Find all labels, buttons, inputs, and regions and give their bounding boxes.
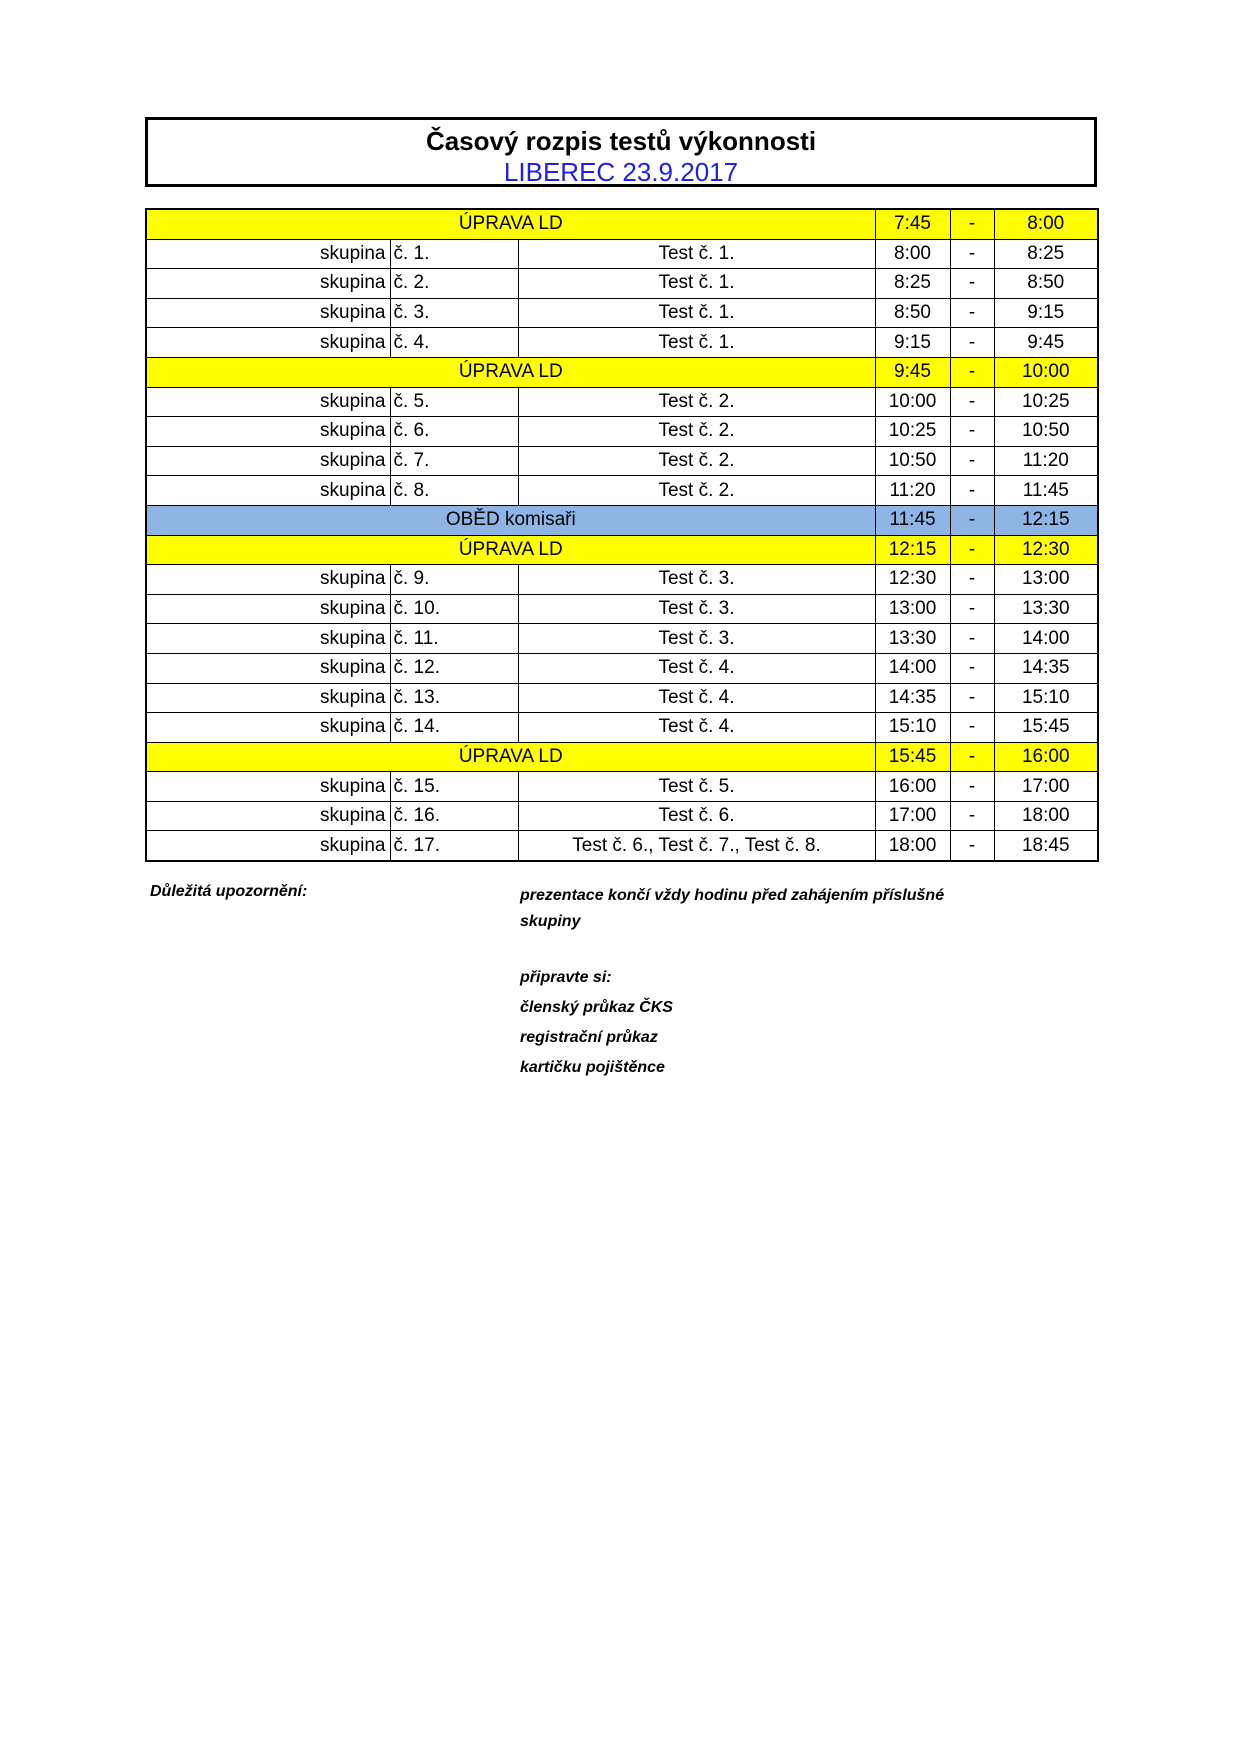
group-label: skupina: [146, 239, 390, 269]
start-time: 17:00: [875, 801, 950, 831]
end-time: 11:45: [994, 476, 1098, 506]
end-time: 8:00: [994, 209, 1098, 239]
table-row: [146, 653, 1098, 683]
start-time: 13:30: [875, 624, 950, 654]
notes-line-1: prezentace končí vždy hodinu před zahájením příslušné: [520, 887, 945, 904]
group-number: č. 17.: [390, 831, 518, 861]
group-number: č. 15.: [390, 772, 518, 802]
table-row: [146, 239, 1098, 269]
test-name: Test č. 3.: [518, 565, 875, 595]
page-title: Časový rozpis testů výkonnosti: [425, 126, 817, 156]
time-dash: -: [950, 624, 994, 654]
resurfacing-label: ÚPRAVA LD: [146, 357, 875, 387]
end-time: 13:30: [994, 594, 1098, 624]
time-dash: -: [950, 713, 994, 743]
table-row: [146, 446, 1098, 476]
time-dash: -: [950, 801, 994, 831]
group-number: č. 9.: [390, 565, 518, 595]
ice-resurfacing-row: [146, 209, 1098, 239]
title-box: [145, 117, 1097, 187]
table-row: [146, 772, 1098, 802]
group-label: skupina: [146, 683, 390, 713]
start-time: 10:50: [875, 446, 950, 476]
table-row: [146, 713, 1098, 743]
group-number: č. 7.: [390, 446, 518, 476]
group-label: skupina: [146, 713, 390, 743]
end-time: 16:00: [994, 742, 1098, 772]
prep-item-2: registrační průkaz: [520, 1029, 658, 1046]
start-time: 14:00: [875, 653, 950, 683]
table-row: [146, 476, 1098, 506]
notes-heading: Důležitá upozornění:: [150, 883, 308, 900]
end-time: 14:35: [994, 653, 1098, 683]
group-number: č. 11.: [390, 624, 518, 654]
time-dash: -: [950, 209, 994, 239]
time-dash: -: [950, 742, 994, 772]
time-dash: -: [950, 772, 994, 802]
test-name: Test č. 4.: [518, 683, 875, 713]
start-time: 15:10: [875, 713, 950, 743]
group-label: skupina: [146, 417, 390, 447]
time-dash: -: [950, 653, 994, 683]
table-row: [146, 801, 1098, 831]
resurfacing-label: ÚPRAVA LD: [146, 209, 875, 239]
time-dash: -: [950, 594, 994, 624]
table-row: [146, 831, 1098, 861]
ice-resurfacing-row: [146, 742, 1098, 772]
group-label: skupina: [146, 476, 390, 506]
end-time: 9:15: [994, 298, 1098, 328]
test-name: Test č. 3.: [518, 624, 875, 654]
start-time: 14:35: [875, 683, 950, 713]
group-number: č. 5.: [390, 387, 518, 417]
end-time: 13:00: [994, 565, 1098, 595]
start-time: 11:45: [875, 505, 950, 535]
start-time: 12:30: [875, 565, 950, 595]
resurfacing-label: ÚPRAVA LD: [146, 742, 875, 772]
group-label: skupina: [146, 565, 390, 595]
test-name: Test č. 3.: [518, 594, 875, 624]
prep-heading: připravte si:: [520, 969, 612, 986]
table-row: [146, 624, 1098, 654]
resurfacing-label: ÚPRAVA LD: [146, 535, 875, 565]
end-time: 12:15: [994, 505, 1098, 535]
lunch-label: OBĚD komisaři: [146, 505, 875, 535]
start-time: 8:50: [875, 298, 950, 328]
start-time: 15:45: [875, 742, 950, 772]
end-time: 15:45: [994, 713, 1098, 743]
ice-resurfacing-row: [146, 357, 1098, 387]
test-name: Test č. 1.: [518, 328, 875, 358]
group-label: skupina: [146, 801, 390, 831]
end-time: 18:45: [994, 831, 1098, 861]
test-name: Test č. 4.: [518, 653, 875, 683]
group-label: skupina: [146, 269, 390, 299]
group-label: skupina: [146, 594, 390, 624]
table-row: [146, 594, 1098, 624]
end-time: 8:50: [994, 269, 1098, 299]
end-time: 15:10: [994, 683, 1098, 713]
test-name: Test č. 4.: [518, 713, 875, 743]
ice-resurfacing-row: [146, 535, 1098, 565]
time-dash: -: [950, 239, 994, 269]
time-dash: -: [950, 505, 994, 535]
start-time: 8:25: [875, 269, 950, 299]
end-time: 14:00: [994, 624, 1098, 654]
time-dash: -: [950, 328, 994, 358]
start-time: 10:00: [875, 387, 950, 417]
page-subtitle: LIBEREC 23.9.2017: [503, 157, 739, 187]
group-number: č. 8.: [390, 476, 518, 506]
start-time: 10:25: [875, 417, 950, 447]
notes-line-2: skupiny: [520, 913, 581, 930]
start-time: 8:00: [875, 239, 950, 269]
test-name: Test č. 2.: [518, 417, 875, 447]
group-number: č. 16.: [390, 801, 518, 831]
group-label: skupina: [146, 624, 390, 654]
time-dash: -: [950, 535, 994, 565]
start-time: 12:15: [875, 535, 950, 565]
time-dash: -: [950, 476, 994, 506]
time-dash: -: [950, 298, 994, 328]
time-dash: -: [950, 683, 994, 713]
time-dash: -: [950, 417, 994, 447]
table-row: [146, 683, 1098, 713]
group-label: skupina: [146, 387, 390, 417]
test-name: Test č. 1.: [518, 269, 875, 299]
start-time: 9:15: [875, 328, 950, 358]
end-time: 17:00: [994, 772, 1098, 802]
start-time: 9:45: [875, 357, 950, 387]
table-row: [146, 298, 1098, 328]
schedule-table: [145, 208, 1099, 862]
table-row: [146, 387, 1098, 417]
test-name: Test č. 5.: [518, 772, 875, 802]
end-time: 11:20: [994, 446, 1098, 476]
group-label: skupina: [146, 831, 390, 861]
group-number: č. 4.: [390, 328, 518, 358]
lunch-row: [146, 505, 1098, 535]
time-dash: -: [950, 269, 994, 299]
test-name: Test č. 6., Test č. 7., Test č. 8.: [518, 831, 875, 861]
group-number: č. 2.: [390, 269, 518, 299]
group-number: č. 10.: [390, 594, 518, 624]
start-time: 13:00: [875, 594, 950, 624]
time-dash: -: [950, 831, 994, 861]
start-time: 18:00: [875, 831, 950, 861]
time-dash: -: [950, 387, 994, 417]
table-row: [146, 328, 1098, 358]
schedule-body: [146, 209, 1098, 861]
test-name: Test č. 2.: [518, 387, 875, 417]
prep-item-3: kartičku pojištěnce: [520, 1059, 665, 1076]
start-time: 16:00: [875, 772, 950, 802]
time-dash: -: [950, 446, 994, 476]
end-time: 10:00: [994, 357, 1098, 387]
test-name: Test č. 6.: [518, 801, 875, 831]
test-name: Test č. 1.: [518, 298, 875, 328]
notes-body: [520, 883, 944, 1083]
end-time: 10:25: [994, 387, 1098, 417]
end-time: 8:25: [994, 239, 1098, 269]
test-name: Test č. 2.: [518, 476, 875, 506]
group-number: č. 13.: [390, 683, 518, 713]
start-time: 11:20: [875, 476, 950, 506]
start-time: 7:45: [875, 209, 950, 239]
group-label: skupina: [146, 298, 390, 328]
group-number: č. 14.: [390, 713, 518, 743]
group-number: č. 3.: [390, 298, 518, 328]
time-dash: -: [950, 565, 994, 595]
group-label: skupina: [146, 772, 390, 802]
notes-spacer: [520, 935, 944, 963]
test-name: Test č. 1.: [518, 239, 875, 269]
group-label: skupina: [146, 446, 390, 476]
time-dash: -: [950, 357, 994, 387]
end-time: 12:30: [994, 535, 1098, 565]
group-label: skupina: [146, 653, 390, 683]
group-label: skupina: [146, 328, 390, 358]
group-number: č. 6.: [390, 417, 518, 447]
end-time: 10:50: [994, 417, 1098, 447]
end-time: 18:00: [994, 801, 1098, 831]
end-time: 9:45: [994, 328, 1098, 358]
table-row: [146, 417, 1098, 447]
test-name: Test č. 2.: [518, 446, 875, 476]
group-number: č. 1.: [390, 239, 518, 269]
prep-item-1: členský průkaz ČKS: [520, 999, 673, 1016]
group-number: č. 12.: [390, 653, 518, 683]
table-row: [146, 565, 1098, 595]
table-row: [146, 269, 1098, 299]
